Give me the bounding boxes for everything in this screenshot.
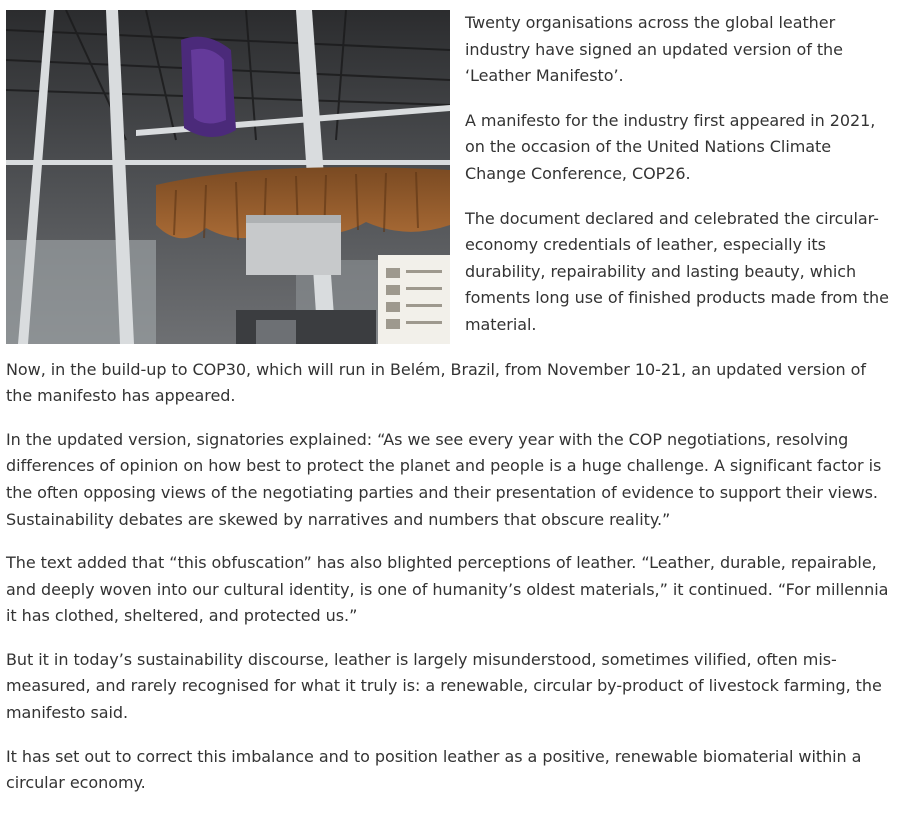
article-body	[6, 10, 892, 814]
paragraph-8: It has set out to correct this imbalance and to position leather as a positive, renewable biomaterial within a circular economy.	[6, 746, 862, 793]
paragraph-7: But it in today’s sustainability discourse, leather is largely misunderstood, sometimes vilified, often mis-measured, and rarely recognised for what it truly is: a renewable, circular by-product of livestock farming, the manifesto said.	[6, 649, 882, 723]
tannery-photo-illustration	[6, 10, 450, 344]
paragraph-4: Now, in the build-up to COP30, which will run in Belém, Brazil, from November 10-21, an updated version of the manifesto has appeared.	[6, 359, 866, 406]
paragraph-2: A manifesto for the industry first appeared in 2021, on the occasion of the United Nations Climate Change Conference, COP26.	[465, 110, 876, 183]
paragraph-3: The document declared and celebrated the circular-economy credentials of leather, especially its durability, repairability and lasting beauty, which foments long use of finished products made from the material.	[465, 208, 889, 334]
paragraph-6: The text added that “this obfuscation” has also blighted perceptions of leather. “Leather, durable, repairable, and deeply woven into our cultural identity, is one of humanity’s oldest materials,” it continued. “For millennia it has clothed, sheltered, and protected us.”	[6, 553, 889, 626]
article-photo	[6, 10, 450, 344]
paragraph-1: Twenty organisations across the global leather industry have signed an updated version of the ‘Leather Manifesto’.	[465, 13, 843, 86]
paragraph-5: In the updated version, signatories explained: “As we see every year with the COP negotiations, resolving differences of opinion on how best to protect the planet and people is a huge challenge. A significant factor is the often opposing views of the negotiating parties and their presentation of evidence to support their views. Sustainability debates are skewed by narratives and numbers that obscure reality.”	[6, 429, 882, 529]
